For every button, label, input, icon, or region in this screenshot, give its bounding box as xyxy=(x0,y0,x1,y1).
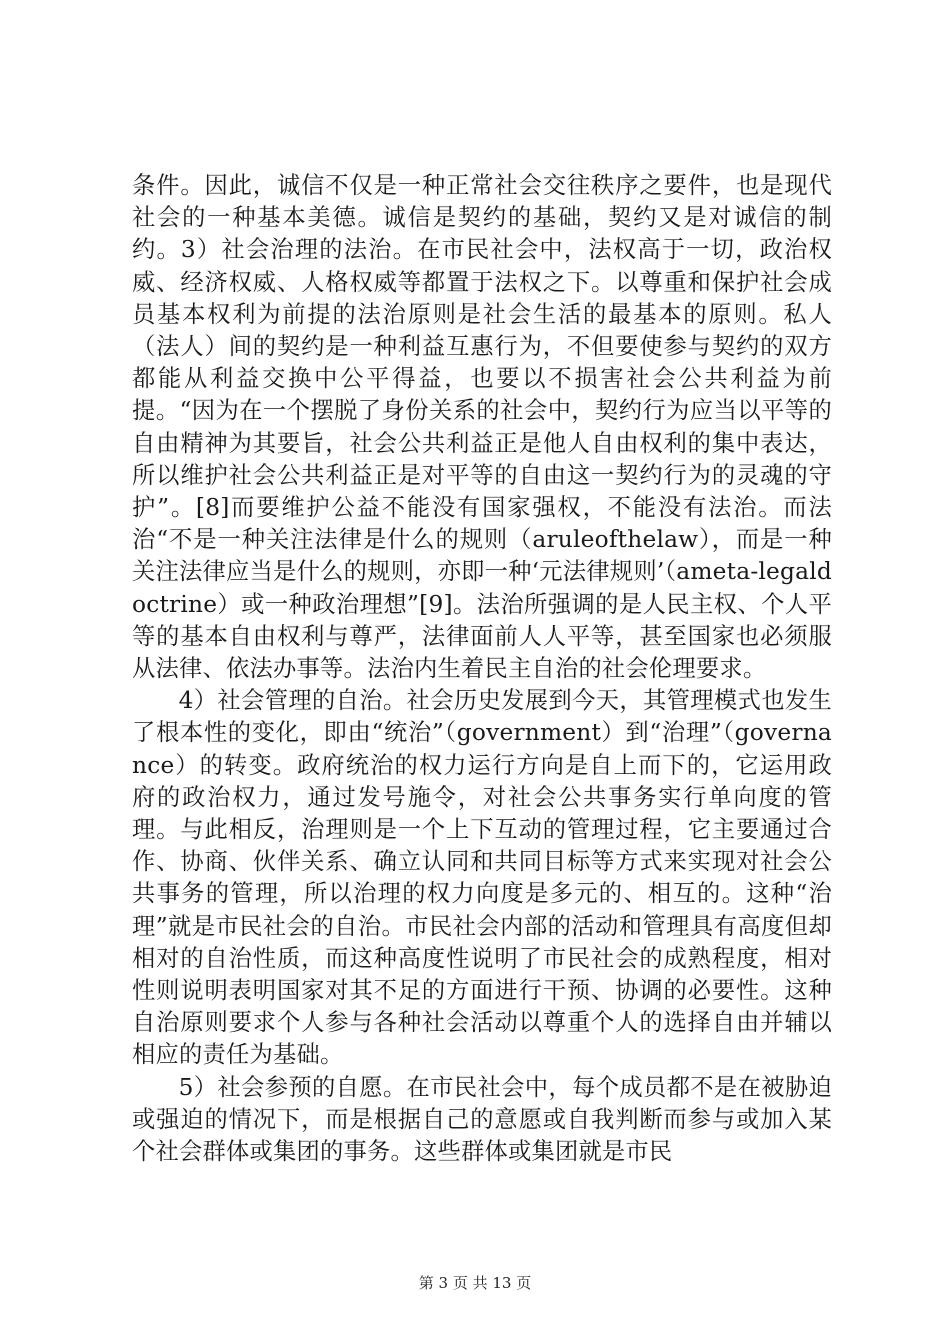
paragraph-continuation: 条件。因此，诚信不仅是一种正常社会交往秩序之要件，也是现代社会的一种基本美德。诚信是契约的基础，契约又是对诚信的制约。3）社会治理的法治。在市民社会中，法权高于一切，政治权威、经济权威、人格权威等都置于法权之下。以尊重和保护社会成员基本权利为前提的法治原则是社会生活的最基本的原则。私人（法人）间的契约是一种利益互惠行为，不但要使参与契约的双方都能从利益交换中公平得益，也要以不损害社会公共利益为前提。“因为在一个摆脱了身份关系的社会中，契约行为应当以平等的自由精神为其要旨，社会公共利益正是他人自由权利的集中表达，所以维护社会公共利益正是对平等的自由这一契约行为的灵魂的守护”。[8]而要维护公益不能没有国家强权，不能没有法治。而法治“不是一种关注法律是什么的规则（aruleofthelaw），而是一种关注法律应当是什么的规则，亦即一种‘元法律规则’（ameta-legaldoctrine）或一种政治理想”[9]。法治所强调的是人民主权、个人平等的基本自由权利与尊严，法律面前人人平等，甚至国家也必须服从法律、依法办事等。法治内生着民主自治的社会伦理要求。 xyxy=(132,172,832,683)
document-body xyxy=(132,170,832,1168)
paragraph-social-participation-voluntary: 5）社会参预的自愿。在市民社会中，每个成员都不是在被胁迫或强迫的情况下，而是根据自己的意愿或自我判断而参与或加入某个社会群体或集团的事务。这些群体或集团就是市民 xyxy=(132,1073,832,1166)
paragraph-social-management-autonomy: 4）社会管理的自治。社会历史发展到今天，其管理模式也发生了根本性的变化，即由“统治”（government）到“治理”（governance）的转变。政府统治的权力运行方向是自上而下的，它运用政府的政治权力，通过发号施令，对社会公共事务实行单向度的管理。与此相反，治理则是一个上下互动的管理过程，它主要通过合作、协商、伙伴关系、确立认同和共同目标等方式来实现对社会公共事务的管理，所以治理的权力向度是多元的、相互的。这种“治理”就是市民社会的自治。市民社会内部的活动和管理具有高度但却相对的自治性质，而这种高度性说明了市民社会的成熟程度，相对性则说明表明国家对其不足的方面进行干预、协调的必要性。这种自治原则要求个人参与各种社会活动以尊重个人的选择自由并辅以相应的责任为基础。 xyxy=(132,687,832,1069)
page-footer: 第 3 页 共 13 页 xyxy=(418,1274,532,1292)
